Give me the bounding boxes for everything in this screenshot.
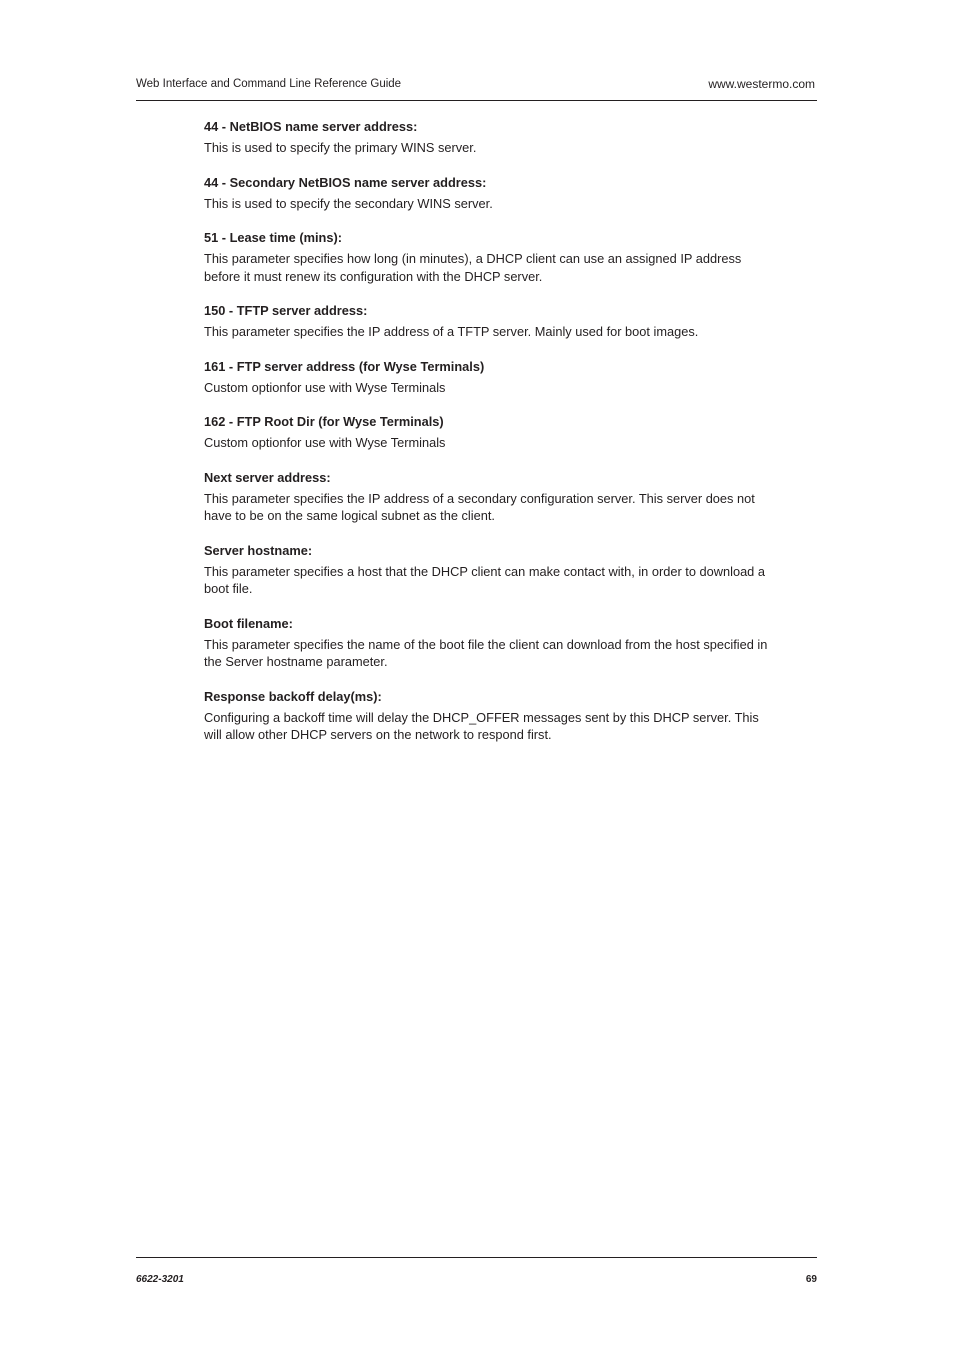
section-ftp-server — [204, 358, 772, 397]
guide-title: Web Interface and Command Line Reference Guide — [136, 78, 402, 90]
section-next-server — [204, 469, 772, 525]
section-text: Custom optionfor use with Wyse Terminals — [204, 379, 446, 395]
section-text: Configuring a backoff time will delay the DHCP_OFFER messages sent by this DHCP server. This will allow other DHCP servers on the network to respond first. — [204, 709, 759, 742]
section-text: Custom optionfor use with Wyse Terminals — [204, 435, 446, 450]
section-title: 162 - FTP Root Dir (for Wyse Terminals) — [204, 414, 444, 429]
document-number: 6622-3201 — [136, 1274, 184, 1285]
section-title: Response backoff delay(ms): — [204, 688, 382, 704]
section-title: Boot filename: — [204, 615, 293, 631]
section-text: This parameter specifies how long (in minutes), a DHCP client can use an assigned IP address before it must renew its configuration with the DHCP server. — [204, 251, 742, 284]
page-footer — [136, 1257, 817, 1285]
document-body — [204, 118, 772, 761]
section-title: 150 - TFTP server address: — [204, 303, 368, 318]
section-tftp-server — [204, 302, 772, 341]
section-title: Next server address: — [204, 469, 331, 485]
page-header — [136, 76, 817, 101]
section-text: This parameter specifies the IP address of a secondary configuration server. This server does not have to be on the same logical subnet as the client. — [204, 490, 755, 523]
section-text: This is used to specify the primary WINS server. — [204, 140, 477, 155]
section-title: Server hostname: — [204, 542, 313, 558]
section-response-backoff — [204, 688, 772, 744]
section-ftp-root-dir — [204, 413, 772, 452]
section-netbios-secondary — [204, 174, 772, 213]
section-title: 44 - Secondary NetBIOS name server address: — [204, 174, 487, 190]
section-text: This is used to specify the secondary WINS server. — [204, 195, 493, 211]
section-netbios-primary — [204, 118, 772, 157]
section-text: This parameter specifies a host that the DHCP client can make contact with, in order to download a boot file. — [204, 563, 765, 596]
page-number: 69 — [805, 1274, 817, 1285]
section-title: 44 - NetBIOS name server address: — [204, 119, 418, 134]
section-title: 161 - FTP server address (for Wyse Terminals) — [204, 358, 485, 374]
website-url: www.westermo.com — [708, 77, 815, 91]
section-text: This parameter specifies the IP address of a TFTP server. Mainly used for boot images. — [204, 324, 699, 339]
section-boot-filename — [204, 615, 772, 671]
section-lease-time — [204, 229, 772, 285]
section-text: This parameter specifies the name of the boot file the client can download from the host specified in the Server hostname parameter. — [204, 636, 768, 669]
section-title: 51 - Lease time (mins): — [204, 230, 342, 245]
section-server-hostname — [204, 542, 772, 598]
